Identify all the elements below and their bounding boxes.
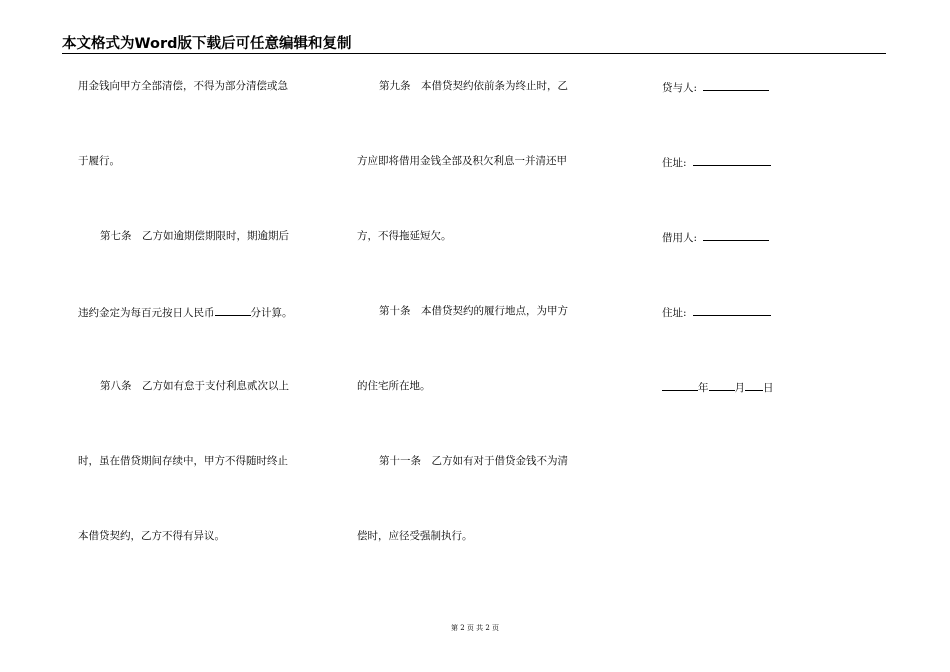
penalty-rate-blank — [215, 304, 251, 316]
article-7-heading-line: 第七条 乙方如逾期偿期限时，期逾期后 — [100, 230, 289, 242]
article-10-heading-line: 第十条 本借贷契约的履行地点，为甲方 — [379, 305, 568, 317]
day-label: 日 — [763, 382, 774, 394]
month-blank — [709, 379, 735, 391]
borrower-blank — [703, 229, 769, 241]
borrower-address-blank — [693, 304, 771, 316]
signature-column — [662, 0, 862, 672]
article-8-heading-line: 第八条 乙方如有怠于支付利息贰次以上 — [100, 380, 289, 392]
borrower-label: 借用人: — [662, 232, 698, 244]
month-label: 月 — [734, 382, 745, 394]
article-9-heading-line: 第九条 本借贷契约依前条为终止时，乙 — [379, 80, 568, 92]
document-header-title: 本文格式为Word版下载后可任意编辑和复制 — [62, 36, 352, 52]
lender-label: 贷与人: — [662, 82, 698, 94]
penalty-unit-text: 分计算。 — [250, 307, 293, 319]
left-line-2: 于履行。 — [78, 155, 120, 167]
left-line-1: 用金钱向甲方全部清偿，不得为部分清偿或急 — [78, 80, 288, 92]
lender-address-label: 住址: — [662, 157, 687, 169]
middle-line-2: 方应即将借用金钱全部及积欠利息一并清还甲 — [357, 155, 567, 167]
left-line-4 — [78, 304, 293, 320]
penalty-rate-text: 违约金定为每百元按日人民币 — [78, 307, 215, 319]
lender-address-line — [662, 154, 771, 170]
borrower-address-label: 住址: — [662, 307, 687, 319]
article-11-heading-line: 第十一条 乙方如有对于借贷金钱不为清 — [379, 455, 568, 467]
middle-line-3: 方，不得拖延短欠。 — [357, 230, 452, 242]
date-line — [662, 379, 774, 395]
middle-line-5: 的住宅所在地。 — [357, 380, 431, 392]
page-number-footer: 第 2 页 共 2 页 — [450, 624, 500, 632]
lender-signature-line — [662, 79, 769, 95]
lender-address-blank — [693, 154, 771, 166]
left-line-6: 时，虽在借贷期间存续中，甲方不得随时终止 — [78, 455, 288, 467]
year-blank — [662, 379, 698, 391]
left-line-7: 本借贷契约，乙方不得有异议。 — [78, 530, 225, 542]
lender-blank — [703, 79, 769, 91]
borrower-address-line — [662, 304, 771, 320]
year-label: 年 — [698, 382, 709, 394]
middle-line-7: 偿时，应径受强制执行。 — [357, 530, 473, 542]
middle-column — [357, 0, 607, 672]
left-column — [78, 0, 328, 672]
day-blank — [745, 379, 763, 391]
borrower-signature-line — [662, 229, 769, 245]
